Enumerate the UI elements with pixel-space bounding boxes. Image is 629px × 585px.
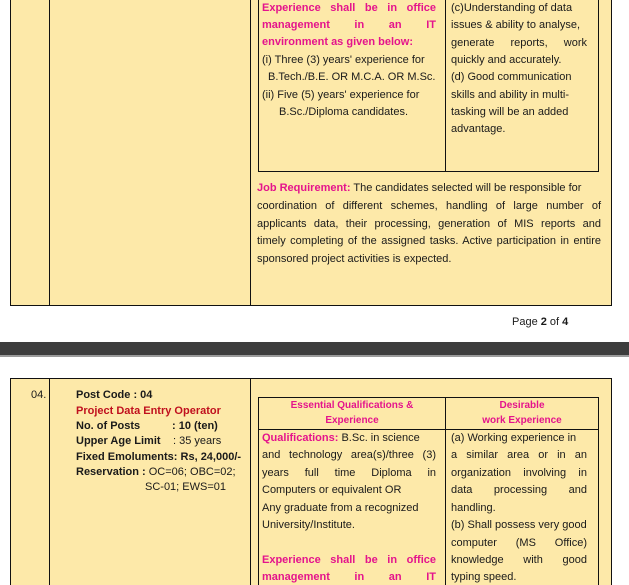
- inner-mid-border: [445, 0, 446, 172]
- post-border-3: [250, 378, 251, 585]
- top-col-main-bg: [49, 0, 250, 305]
- des-line: (b) Shall possess very good: [451, 519, 587, 531]
- job-req-line: applicants data, their processing, generation of MIS reports and: [257, 218, 601, 230]
- post-serial-bg: [11, 379, 49, 585]
- exp-line-bottom: Experience shall be in office: [262, 554, 436, 566]
- post-border-2: [49, 378, 50, 585]
- desirable-line: (d) Good communication: [451, 71, 572, 83]
- post-serial: 04.: [31, 389, 47, 401]
- des-line: organization involving in: [451, 467, 587, 479]
- desirable-line: tasking will be an added: [451, 106, 569, 118]
- des-line: a similar area or in an: [451, 449, 587, 461]
- inner2-right: [598, 397, 599, 585]
- job-req-line: sponsored project activities is expected.: [257, 253, 452, 265]
- header-desirable-1: Desirable: [499, 400, 545, 411]
- top-col-narrow-bg: [11, 0, 49, 305]
- exp-line: (i) Three (3) years' experience for: [262, 54, 425, 66]
- desirable-line: issues & ability to analyse,: [451, 19, 581, 31]
- exp-line: (ii) Five (5) years' experience for: [262, 89, 420, 101]
- exp-line: Experience shall be in office: [262, 2, 436, 14]
- header-essential-2: Experience: [325, 415, 379, 426]
- des-line: (a) Working experience in: [451, 432, 577, 444]
- page-number: Page 2 of 4: [512, 316, 569, 328]
- top-border-left: [10, 0, 11, 306]
- top-border-3: [250, 0, 251, 306]
- desirable-line: skills and ability in multi-: [451, 89, 569, 101]
- des-line: knowledge with good: [451, 554, 587, 566]
- exp-line-bottom: management in an IT: [262, 571, 436, 583]
- job-req-line: timely completing of the assigned tasks. Active participation in entire: [257, 235, 601, 247]
- exp-line: environment as given below:: [262, 36, 413, 48]
- page-separator: [0, 342, 629, 355]
- post-code: Post Code : 04: [76, 389, 153, 401]
- post-border-top: [10, 378, 612, 379]
- des-line: handling.: [451, 502, 496, 514]
- exp-line: management in an IT: [262, 19, 436, 31]
- job-req-line: coordination of different schemes, handling of large number of: [257, 200, 601, 212]
- post-border-right: [611, 378, 612, 585]
- desirable-line: generate reports, work: [451, 37, 587, 49]
- job-req-label: Job Requirement:: [257, 182, 351, 194]
- exp-line: B.Tech./B.E. OR M.C.A. OR M.Sc.: [268, 71, 436, 83]
- desirable-line: quickly and accurately.: [451, 54, 562, 66]
- post-title: Project Data Entry Operator: [76, 405, 221, 417]
- top-border-right: [611, 0, 612, 306]
- emoluments: Fixed Emoluments: Rs, 24,000/-: [76, 451, 242, 463]
- desirable-line: (c)Understanding of data: [451, 2, 573, 14]
- header-desirable-2: work Experience: [482, 415, 562, 426]
- exp-line: B.Sc./Diploma candidates.: [279, 106, 409, 118]
- num-posts-value: : 10 (ten): [172, 420, 218, 432]
- reservation-2: SC-01; EWS=01: [145, 481, 227, 493]
- des-line: typing speed.: [451, 571, 517, 583]
- top-border-bottom: [10, 305, 612, 306]
- age-value: : 35 years: [173, 435, 222, 447]
- age-label: Upper Age Limit: [76, 435, 161, 447]
- inner-bottom-border: [258, 171, 599, 172]
- qual-line: Any graduate from a recognized: [262, 502, 419, 514]
- qual-label: Qualifications:: [262, 432, 339, 444]
- reservation: Reservation : OC=06; OBC=02;: [76, 466, 236, 478]
- job-req-line-1: Job Requirement: The candidates selected will be responsible for: [257, 182, 582, 194]
- page-separator-shadow: [0, 355, 629, 357]
- des-line: computer (MS Office): [451, 537, 587, 549]
- header-essential-1: Essential Qualifications &: [290, 400, 414, 411]
- des-line: data processing and: [451, 484, 587, 496]
- num-posts-label: No. of Posts: [76, 420, 141, 432]
- inner-left-border: [258, 0, 259, 172]
- qual-line: years full time Diploma in: [262, 467, 436, 479]
- qual-line: and technology area(s)/three (3): [262, 449, 436, 461]
- qual-line: Computers or equivalent OR: [262, 484, 402, 496]
- top-border-2: [49, 0, 50, 306]
- post-border-left: [10, 378, 11, 585]
- inner-right-border: [598, 0, 599, 172]
- qual-line: University/Institute.: [262, 519, 355, 531]
- desirable-line: advantage.: [451, 123, 506, 135]
- qual-line-1: Qualifications: B.Sc. in science: [262, 432, 420, 444]
